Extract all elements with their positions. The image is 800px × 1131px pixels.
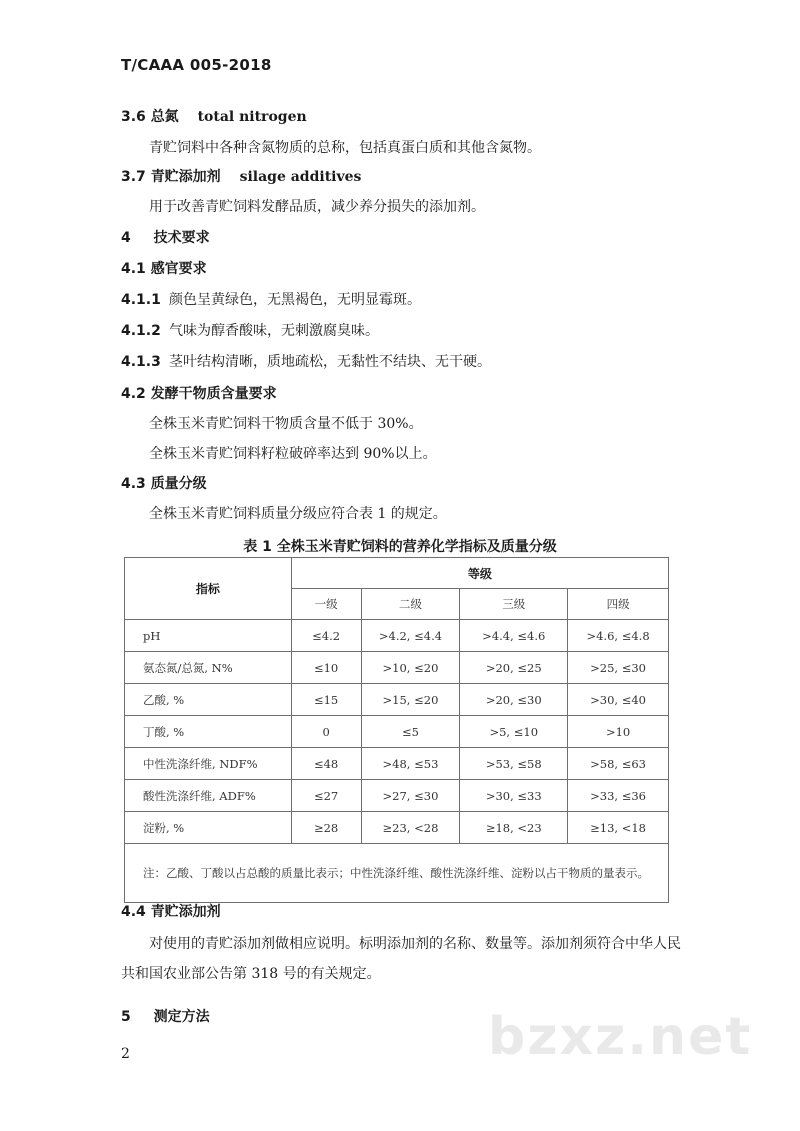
section-number: 4.2 — [121, 386, 146, 402]
grade-header: 三级 — [460, 589, 568, 620]
section-number: 3.7 — [121, 169, 146, 185]
clause-text: 茎叶结构清晰，质地疏松，无黏性不结块、无干硬。 — [169, 354, 491, 370]
section-4-4-text: 对使用的青贮添加剂做相应说明。标明添加剂的名称、数量等。添加剂须符合中华人民共和国农业部公告第 318 号的有关规定。 — [121, 936, 681, 982]
section-4-4-heading — [121, 901, 221, 921]
table-cell: ≤5 — [361, 716, 460, 748]
section-4-2-paragraph-1: 全株玉米青贮饲料干物质含量不低于 30%。 — [149, 416, 423, 432]
clause-number: 4.1.1 — [121, 292, 161, 308]
table-row — [125, 652, 669, 684]
table-cell: >15, ≤20 — [361, 684, 460, 716]
table-cell: >33, ≤36 — [568, 780, 669, 812]
row-label: pH — [125, 620, 292, 652]
standard-code: T/CAAA 005-2018 — [121, 56, 272, 74]
grade-header: 二级 — [361, 589, 460, 620]
section-5-heading — [121, 1006, 210, 1026]
section-title-en: total nitrogen — [197, 109, 307, 125]
section-4-heading — [121, 227, 210, 247]
section-4-1-heading — [121, 258, 207, 278]
clause-4-1-1 — [121, 289, 421, 309]
page-number: 2 — [121, 1046, 130, 1062]
table-row — [125, 684, 669, 716]
table-cell: ≤48 — [291, 748, 361, 780]
table-cell: ≥18, <23 — [460, 812, 568, 844]
grade-header: 一级 — [291, 589, 361, 620]
section-title: 质量分级 — [150, 476, 207, 492]
table-caption: 表 1 全株玉米青贮饲料的营养化学指标及质量分级 — [243, 539, 557, 555]
table-row — [125, 620, 669, 652]
table-cell: >4.2, ≤4.4 — [361, 620, 460, 652]
table-cell: >5, ≤10 — [460, 716, 568, 748]
table-cell: ≤4.2 — [291, 620, 361, 652]
table-cell: >30, ≤40 — [568, 684, 669, 716]
table-cell: 0 — [291, 716, 361, 748]
table-cell: >53, ≤58 — [460, 748, 568, 780]
table-cell: >20, ≤30 — [460, 684, 568, 716]
section-number: 4.3 — [121, 476, 146, 492]
row-label: 淀粉, % — [125, 812, 292, 844]
section-4-2-paragraph-2: 全株玉米青贮饲料籽粒破碎率达到 90%以上。 — [149, 446, 437, 462]
column-header-grade: 等级 — [291, 558, 668, 589]
section-3-7-text: 用于改善青贮饲料发酵品质，减少养分损失的添加剂。 — [149, 199, 485, 215]
section-title: 测定方法 — [153, 1009, 210, 1025]
table-cell: ≥28 — [291, 812, 361, 844]
clause-4-1-2 — [121, 320, 379, 340]
grade-header: 四级 — [568, 589, 669, 620]
section-3-7-heading — [121, 166, 361, 186]
clause-number: 4.1.3 — [121, 354, 161, 370]
table-cell: >58, ≤63 — [568, 748, 669, 780]
row-label: 酸性洗涤纤维, ADF% — [125, 780, 292, 812]
section-number: 5 — [121, 1009, 131, 1025]
section-title: 技术要求 — [153, 230, 210, 246]
table-cell: >4.6, ≤4.8 — [568, 620, 669, 652]
row-label: 中性洗涤纤维, NDF% — [125, 748, 292, 780]
table-note: 注：乙酸、丁酸以占总酸的质量比表示；中性洗涤纤维、酸性洗涤纤维、淀粉以占干物质的量表示。 — [125, 844, 669, 903]
table-cell: ≥23, <28 — [361, 812, 460, 844]
section-3-6-heading — [121, 106, 307, 126]
section-number: 4 — [121, 230, 131, 246]
table-cell: >48, ≤53 — [361, 748, 460, 780]
section-number: 4.4 — [121, 904, 146, 920]
row-label: 丁酸, % — [125, 716, 292, 748]
column-header-index: 指标 — [125, 558, 292, 620]
section-title: 感官要求 — [150, 261, 207, 277]
table-cell: ≤15 — [291, 684, 361, 716]
watermark: bzxz.net — [488, 1007, 753, 1067]
section-4-2-heading — [121, 383, 277, 403]
section-4-3-text: 全株玉米青贮饲料质量分级应符合表 1 的规定。 — [149, 506, 447, 522]
table-cell: >4.4, ≤4.6 — [460, 620, 568, 652]
row-label: 氨态氮/总氮, N% — [125, 652, 292, 684]
table-row — [125, 780, 669, 812]
section-4-3-heading — [121, 473, 207, 493]
clause-4-1-3 — [121, 351, 491, 371]
clause-text: 气味为醇香酸味，无刺激腐臭味。 — [169, 323, 379, 339]
row-label: 乙酸, % — [125, 684, 292, 716]
table-cell: ≥13, <18 — [568, 812, 669, 844]
section-number: 3.6 — [121, 109, 146, 125]
section-3-6-text: 青贮饲料中各种含氮物质的总称，包括真蛋白质和其他含氮物。 — [149, 140, 541, 156]
grade-table — [124, 557, 669, 903]
section-title: 青贮添加剂 — [150, 169, 221, 185]
section-title: 发酵干物质含量要求 — [150, 386, 277, 402]
section-number: 4.1 — [121, 261, 146, 277]
section-title: 青贮添加剂 — [150, 904, 221, 920]
table-row — [125, 812, 669, 844]
table-cell: >10, ≤20 — [361, 652, 460, 684]
section-title-en: silage additives — [239, 169, 362, 185]
table-cell: >27, ≤30 — [361, 780, 460, 812]
table-cell: >20, ≤25 — [460, 652, 568, 684]
table-cell: >25, ≤30 — [568, 652, 669, 684]
table-cell: >10 — [568, 716, 669, 748]
table-cell: ≤10 — [291, 652, 361, 684]
table-row — [125, 748, 669, 780]
section-title: 总氮 — [150, 109, 179, 125]
table-row — [125, 716, 669, 748]
table-cell: ≤27 — [291, 780, 361, 812]
table-cell: >30, ≤33 — [460, 780, 568, 812]
clause-number: 4.1.2 — [121, 323, 161, 339]
clause-text: 颜色呈黄绿色，无黑褐色，无明显霉斑。 — [169, 292, 421, 308]
